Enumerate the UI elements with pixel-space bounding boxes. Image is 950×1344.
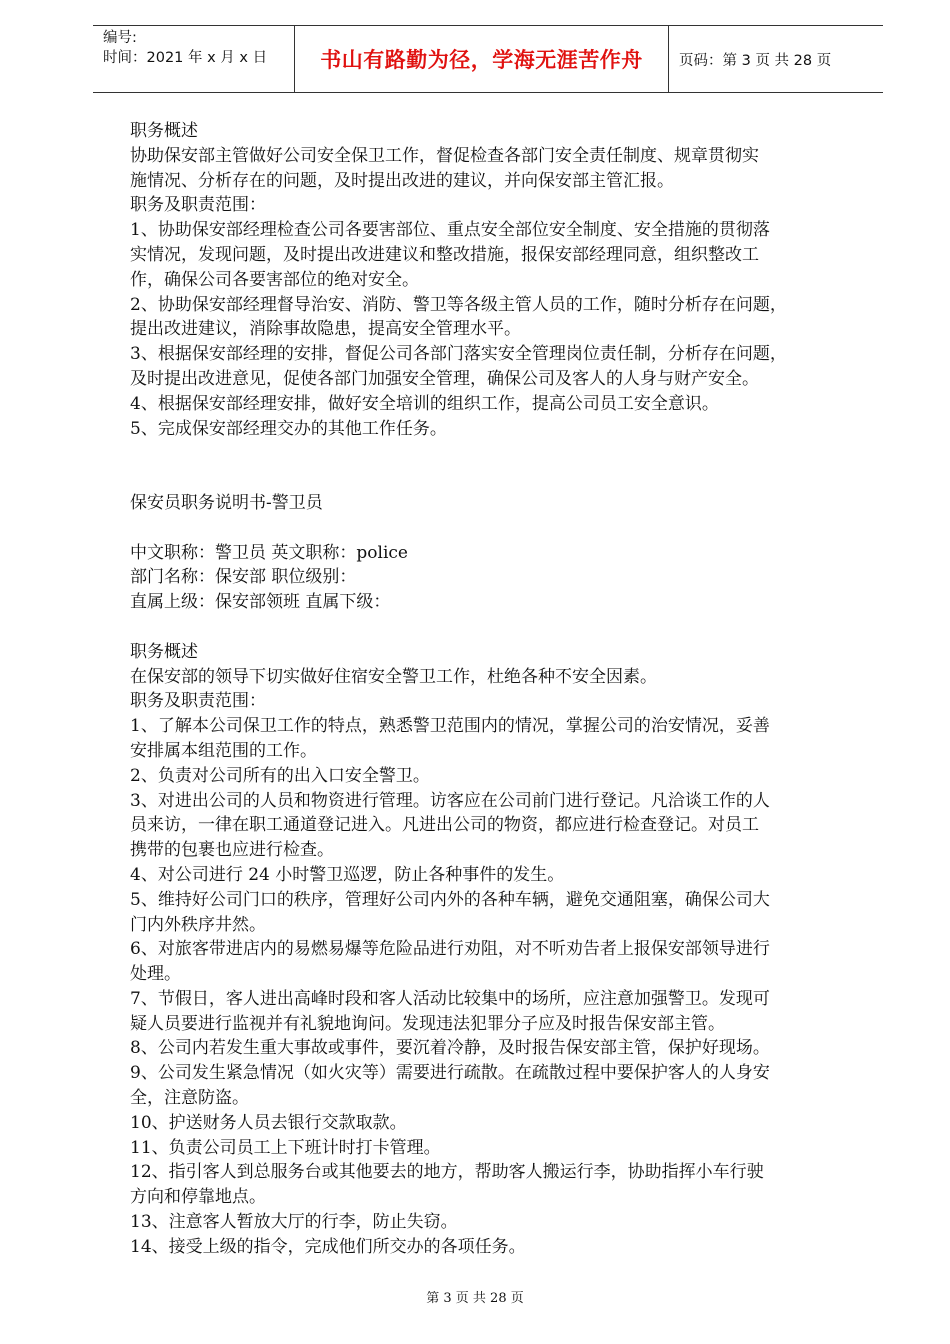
text-line: 安排属本组范围的工作。 bbox=[130, 740, 317, 761]
text-line: 方向和停靠地点。 bbox=[130, 1187, 266, 1208]
text-line: 职务及职责范围： bbox=[130, 691, 266, 712]
text-line: 提出改进建议，消除事故隐患，提高安全管理水平。 bbox=[130, 319, 521, 340]
text-line: 保安员职务说明书-警卫员 bbox=[130, 492, 323, 513]
text-line: 直属上级：保安部领班 直属下级： bbox=[130, 592, 391, 613]
doc-number-label: 编号: bbox=[103, 30, 137, 46]
text-line: 7、节假日，客人进出高峰时段和客人活动比较集中的场所，应注意加强警卫。发现可 bbox=[130, 988, 770, 1009]
header-page-number: 页码：第 3 页 共 28 页 bbox=[679, 52, 832, 69]
text-line: 8、公司内若发生重大事故或事件，要沉着冷静，及时报告保安部主管，保护好现场。 bbox=[130, 1038, 770, 1059]
page-footer: 第 3 页 共 28 页 bbox=[426, 1291, 524, 1306]
text-line: 门内外秩序井然。 bbox=[130, 914, 266, 935]
text-line: 1、了解本公司保卫工作的特点，熟悉警卫范围内的情况，掌握公司的治安情况，妥善 bbox=[130, 716, 770, 737]
blank-line bbox=[130, 615, 870, 640]
header-meta bbox=[103, 28, 293, 68]
text-line: 疑人员要进行监视并有礼貌地询问。发现违法犯罪分子应及时报告保安部主管。 bbox=[130, 1013, 725, 1034]
text-line: 3、对进出公司的人员和物资进行管理。访客应在公司前门进行登记。凡洽谈工作的人 bbox=[130, 790, 770, 811]
text-line: 5、维持好公司门口的秩序，管理好公司内外的各种车辆，避免交通阻塞，确保公司大 bbox=[130, 889, 770, 910]
blank-line bbox=[130, 441, 870, 466]
text-line: 11、负责公司员工上下班计时打卡管理。 bbox=[130, 1137, 441, 1158]
text-line: 10、护送财务人员去银行交款取款。 bbox=[130, 1112, 407, 1133]
blank-line bbox=[130, 466, 870, 491]
text-line: 4、对公司进行 24 小时警卫巡逻，防止各种事件的发生。 bbox=[130, 864, 565, 885]
text-line: 协助保安部主管做好公司安全保卫工作，督促检查各部门安全责任制度、规章贯彻实 bbox=[130, 145, 759, 166]
header-divider bbox=[668, 26, 669, 92]
text-line: 职务概述 bbox=[130, 641, 198, 662]
text-line: 施情况、分析存在的问题，及时提出改进的建议，并向保安部主管汇报。 bbox=[130, 170, 674, 191]
text-line: 6、对旅客带进店内的易燃易爆等危险品进行劝阻，对不听劝告者上报保安部领导进行 bbox=[130, 939, 770, 960]
text-line: 2、负责对公司所有的出入口安全警卫。 bbox=[130, 765, 430, 786]
text-line: 5、完成保安部经理交办的其他工作任务。 bbox=[130, 418, 447, 439]
header-motto: 书山有路勤为径，学海无涯苦作舟 bbox=[320, 48, 643, 72]
text-line: 实情况，发现问题，及时提出改进建议和整改措施，报保安部经理同意，组织整改工 bbox=[130, 244, 759, 265]
text-line: 及时提出改进意见，促使各部门加强安全管理，确保公司及客人的人身与财产安全。 bbox=[130, 368, 759, 389]
text-line: 14、接受上级的指令，完成他们所交办的各项任务。 bbox=[130, 1236, 526, 1257]
text-line: 在保安部的领导下切实做好住宿安全警卫工作，杜绝各种不安全因素。 bbox=[130, 666, 657, 687]
blank-line bbox=[130, 516, 870, 541]
text-line: 部门名称：保安部 职位级别： bbox=[130, 567, 357, 588]
date-label: 时间：2021 年 x 月 x 日 bbox=[103, 50, 268, 66]
text-line: 13、注意客人暂放大厅的行李，防止失窃。 bbox=[130, 1212, 458, 1233]
text-line: 9、公司发生紧急情况（如火灾等）需要进行疏散。在疏散过程中要保护客人的人身安 bbox=[130, 1063, 770, 1084]
text-line: 12、指引客人到总服务台或其他要去的地方，帮助客人搬运行李，协助指挥小车行驶 bbox=[130, 1162, 764, 1183]
text-line: 1、协助保安部经理检查公司各要害部位、重点安全部位安全制度、安全措施的贯彻落 bbox=[130, 220, 770, 241]
text-line: 2、协助保安部经理督导治安、消防、警卫等各级主管人员的工作，随时分析存在问题， bbox=[130, 294, 787, 315]
text-line: 中文职称：警卫员 英文职称：police bbox=[130, 542, 408, 563]
document-body bbox=[130, 119, 870, 1260]
text-line: 员来访，一律在职工通道登记进入。凡进出公司的物资，都应进行检查登记。对员工 bbox=[130, 815, 759, 836]
text-line: 全，注意防盗。 bbox=[130, 1088, 249, 1109]
page-header bbox=[93, 25, 883, 93]
text-line: 职务及职责范围： bbox=[130, 195, 266, 216]
text-line: 3、根据保安部经理的安排，督促公司各部门落实安全管理岗位责任制，分析存在问题， bbox=[130, 344, 787, 365]
text-line: 职务概述 bbox=[130, 121, 198, 141]
text-line: 作，确保公司各要害部位的绝对安全。 bbox=[130, 269, 419, 290]
text-line: 携带的包裹也应进行检查。 bbox=[130, 840, 334, 861]
text-line: 4、根据保安部经理安排，做好安全培训的组织工作，提高公司员工安全意识。 bbox=[130, 393, 719, 414]
text-line: 处理。 bbox=[130, 964, 181, 985]
